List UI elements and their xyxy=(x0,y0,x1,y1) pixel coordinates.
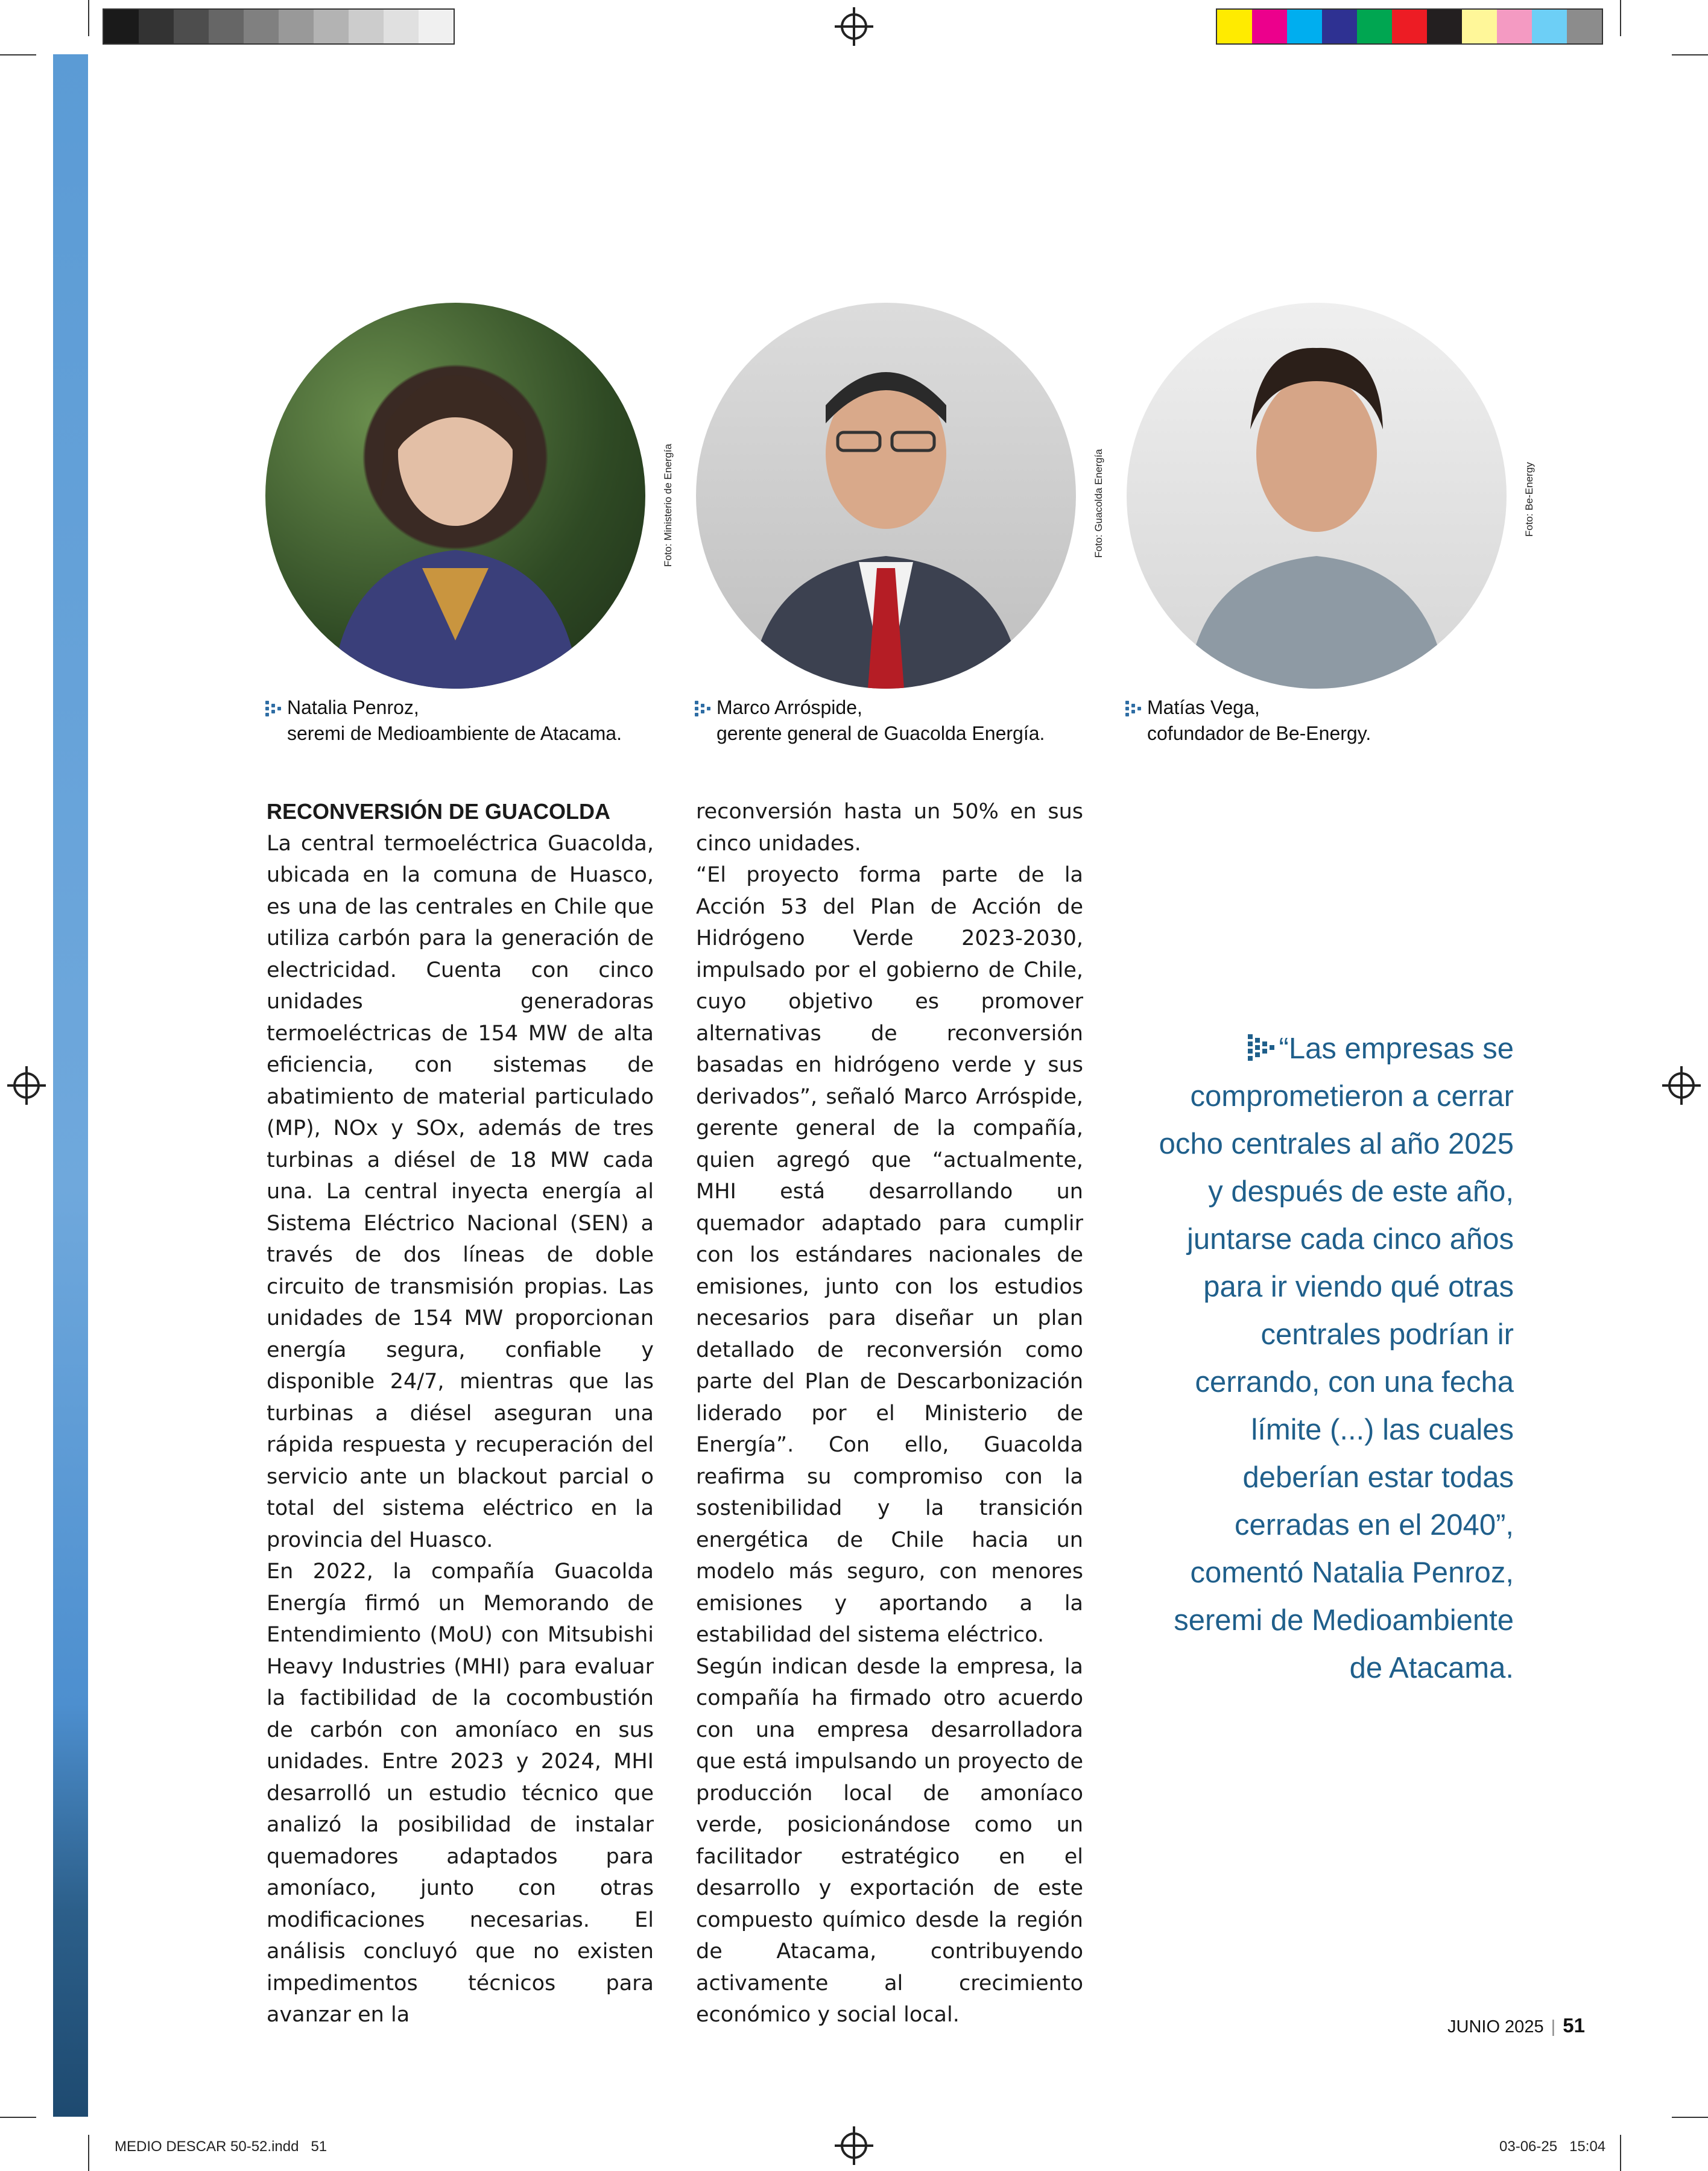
article-column-2 xyxy=(696,796,1083,2031)
page-number: 51 xyxy=(1563,2014,1585,2037)
article-paragraph: En 2022, la compañía Guacolda Energía firmó un Memorando de Entendimiento (MoU) con Mitsubishi Heavy Industries (MHI) para evaluar la factibilidad de la cocombustión de carbón con amoníaco en sus unidades. Entre 2023 y 2024, MHI desarrolló un estudio técnico que analizó la posibilidad de instalar quemadores adaptados para amoníaco, junto con otras modificaciones necesarias. El análisis concluyó que no existen impedimentos técnicos para avanzar en la xyxy=(267,1560,654,2027)
crop-mark xyxy=(88,0,89,36)
crop-mark xyxy=(88,2135,89,2171)
article-column-1 xyxy=(267,796,654,2031)
portrait-natalia-penroz xyxy=(265,303,645,689)
slug-filename: MEDIO DESCAR 50-52.indd 51 xyxy=(115,2138,327,2155)
registration-mark xyxy=(13,1072,40,1099)
article-paragraph: reconversión hasta un 50% en sus cinco unidades. xyxy=(696,800,1083,856)
caption-name: Matías Vega, xyxy=(1147,697,1260,718)
caption-matias-vega xyxy=(1147,695,1533,747)
crop-mark xyxy=(1620,0,1621,36)
slug-date: 03-06-25 15:04 xyxy=(1499,2138,1606,2155)
cmyk-color-bar xyxy=(1216,8,1603,45)
registration-mark xyxy=(1668,1072,1695,1099)
bullet-dots-icon xyxy=(695,701,710,716)
photo-credit: Foto: Guacolda Energía xyxy=(1093,449,1104,558)
folio xyxy=(1447,2014,1585,2037)
person-silhouette-icon xyxy=(265,303,645,689)
person-silhouette-icon xyxy=(696,303,1076,689)
caption-name: Natalia Penroz, xyxy=(287,697,419,718)
crop-mark xyxy=(0,54,36,55)
decorative-side-strip xyxy=(53,54,88,2117)
bullet-dots-icon xyxy=(1125,701,1141,716)
crop-mark xyxy=(1620,2135,1621,2171)
crop-mark xyxy=(0,2117,36,2118)
caption-name: Marco Arróspide, xyxy=(716,697,862,718)
photo-credit: Foto: Be-Energy xyxy=(1523,462,1535,537)
registration-mark xyxy=(841,13,867,40)
bullet-dots-icon xyxy=(265,701,281,716)
quote-dots-icon xyxy=(1248,1034,1274,1061)
folio-separator: | xyxy=(1551,2017,1556,2037)
pull-quote xyxy=(1140,1025,1514,1692)
article-paragraph: Según indican desde la empresa, la compañía ha firmado otro acuerdo con una empresa desarrolladora que está impulsando un proyecto de producción local de amoníaco verde, posicionándose como un facilitador estratégico en el desarrollo y exportación de este compuesto químico desde la región de Atacama, contribuyendo activamente al crecimiento económico y social local. xyxy=(696,1654,1083,2027)
caption-marco-arrospide xyxy=(716,695,1102,747)
photo-credit: Foto: Ministerio de Energía xyxy=(662,443,674,567)
caption-natalia-penroz xyxy=(287,695,673,747)
pull-quote-text: “Las empresas se comprometieron a cerrar ocho centrales al año 2025 y después de este año, juntarse cada cinco años para ir viendo qué otras centrales podrían ir cerrando, con una fecha límite (...) las cuales deberían estar todas cerradas en el 2040”, comentó Natalia Penroz, seremi de Medioambiente de Atacama. xyxy=(1159,1032,1514,1684)
caption-role: cofundador de Be-Energy. xyxy=(1147,722,1371,744)
article-paragraph: La central termoeléctrica Guacolda, ubicada en la comuna de Huasco, es una de las centrales en Chile que utiliza carbón para la generación de electricidad. Cuenta con cinco unidades generadoras termoeléctricas de 154 MW de alta eficiencia, con sistemas de abatimiento de material particulado (MP), NOx y SOx, además de tres turbinas a diésel de 18 MW cada una. La central inyecta energía al Sistema Eléctrico Nacional (SEN) a través de dos líneas de doble circuito de transmisión propias. Las unidades de 154 MW proporcionan energía segura, confiable y disponible 24/7, mientras que las turbinas a diésel aseguran una rápida respuesta y recuperación del servicio ante un blackout parcial o total del sistema eléctrico en la provincia del Huasco. xyxy=(267,831,654,1552)
caption-role: gerente general de Guacolda Energía. xyxy=(716,722,1045,744)
section-heading: RECONVERSIÓN DE GUACOLDA xyxy=(267,799,611,824)
portrait-marco-arrospide xyxy=(696,303,1076,689)
article-paragraph: “El proyecto forma parte de la Acción 53 del Plan de Acción de Hidrógeno Verde 2023-2030, impulsado por el gobierno de Chile, cuyo objetivo es promover alternativas de reconversión basadas en hidrógeno verde y sus derivados”, señaló Marco Arróspide, gerente general de la compañía, quien agregó que “actualmente, MHI está desarrollando un quemador adaptado para cumplir con los estándares nacionales de emisiones, junto con los estudios necesarios para diseñar un plan detallado de reconversión como parte del Plan de Descarbonización liderado por el Ministerio de Energía”. Con ello, Guacolda reafirma su compromiso con la sostenibilidad y la transición energética de Chile hacia un modelo más seguro, con menores emisiones y aportando a la estabilidad del sistema eléctrico. xyxy=(696,863,1083,1647)
crop-mark xyxy=(1672,54,1708,55)
person-silhouette-icon xyxy=(1127,303,1507,689)
grayscale-color-bar xyxy=(103,8,455,45)
folio-month: JUNIO 2025 xyxy=(1447,2017,1544,2037)
caption-role: seremi de Medioambiente de Atacama. xyxy=(287,722,622,744)
crop-mark xyxy=(1672,2117,1708,2118)
registration-mark xyxy=(841,2132,867,2159)
portrait-matias-vega xyxy=(1127,303,1507,689)
